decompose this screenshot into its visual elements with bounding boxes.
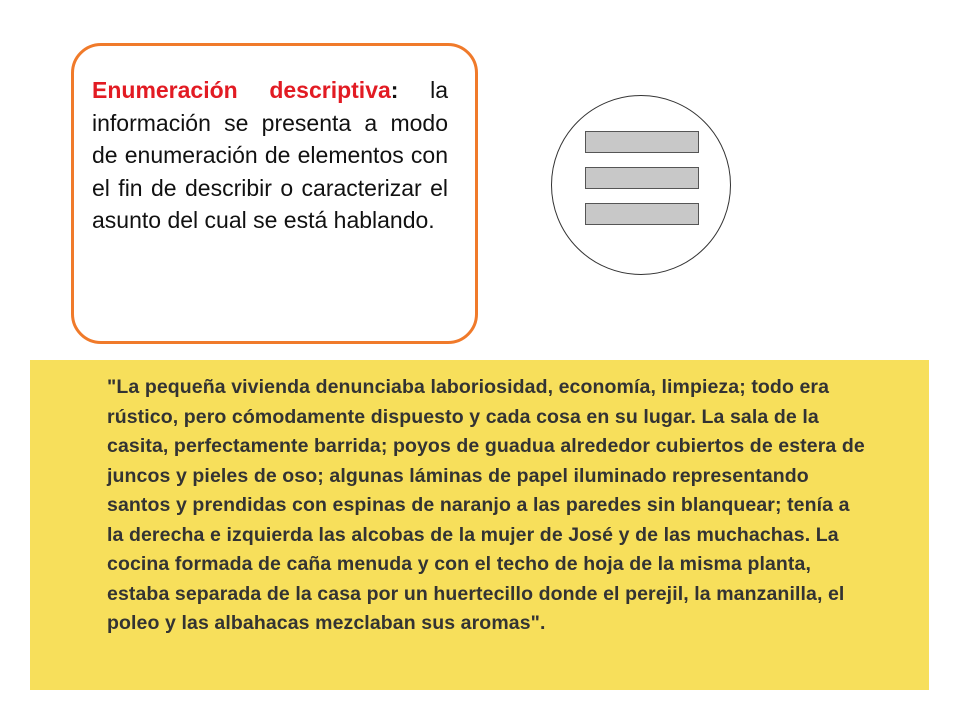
list-bar-icon bbox=[585, 131, 699, 153]
example-panel bbox=[30, 360, 929, 690]
list-bar-icon bbox=[585, 203, 699, 225]
list-bar-icon bbox=[585, 167, 699, 189]
definition-text bbox=[92, 74, 448, 237]
example-quote: "La pequeña vivienda denunciaba laboriosidad, economía, limpieza; todo era rústico, pero cómodamente dispuesto y cada cosa en su lugar. La sala de la casita, perfectamente barrida; poyos de guadua alrededor cubiertos de estera de juncos y pieles de oso; algunas láminas de papel iluminado representando santos y prendidas con espinas de naranjo a las paredes sin blanquear; tenía a la derecha e izquierda las alcobas de la mujer de José y de las muchachas. La cocina formada de caña menuda y con el techo de hoja de la misma planta, estaba separada de la casa por un huertecillo donde el perejil, la manzanilla, el poleo y las albahacas mezclaban sus aromas". bbox=[107, 376, 865, 634]
definition-term: Enumeración descriptiva bbox=[92, 77, 391, 103]
definition-box bbox=[71, 43, 478, 344]
enumeration-list-icon bbox=[551, 95, 731, 275]
definition-description: la información se presenta a modo de enumeración de elementos con el fin de describir o caracterizar el asunto del cual se está hablando. bbox=[92, 77, 449, 233]
definition-colon: : bbox=[390, 77, 399, 103]
